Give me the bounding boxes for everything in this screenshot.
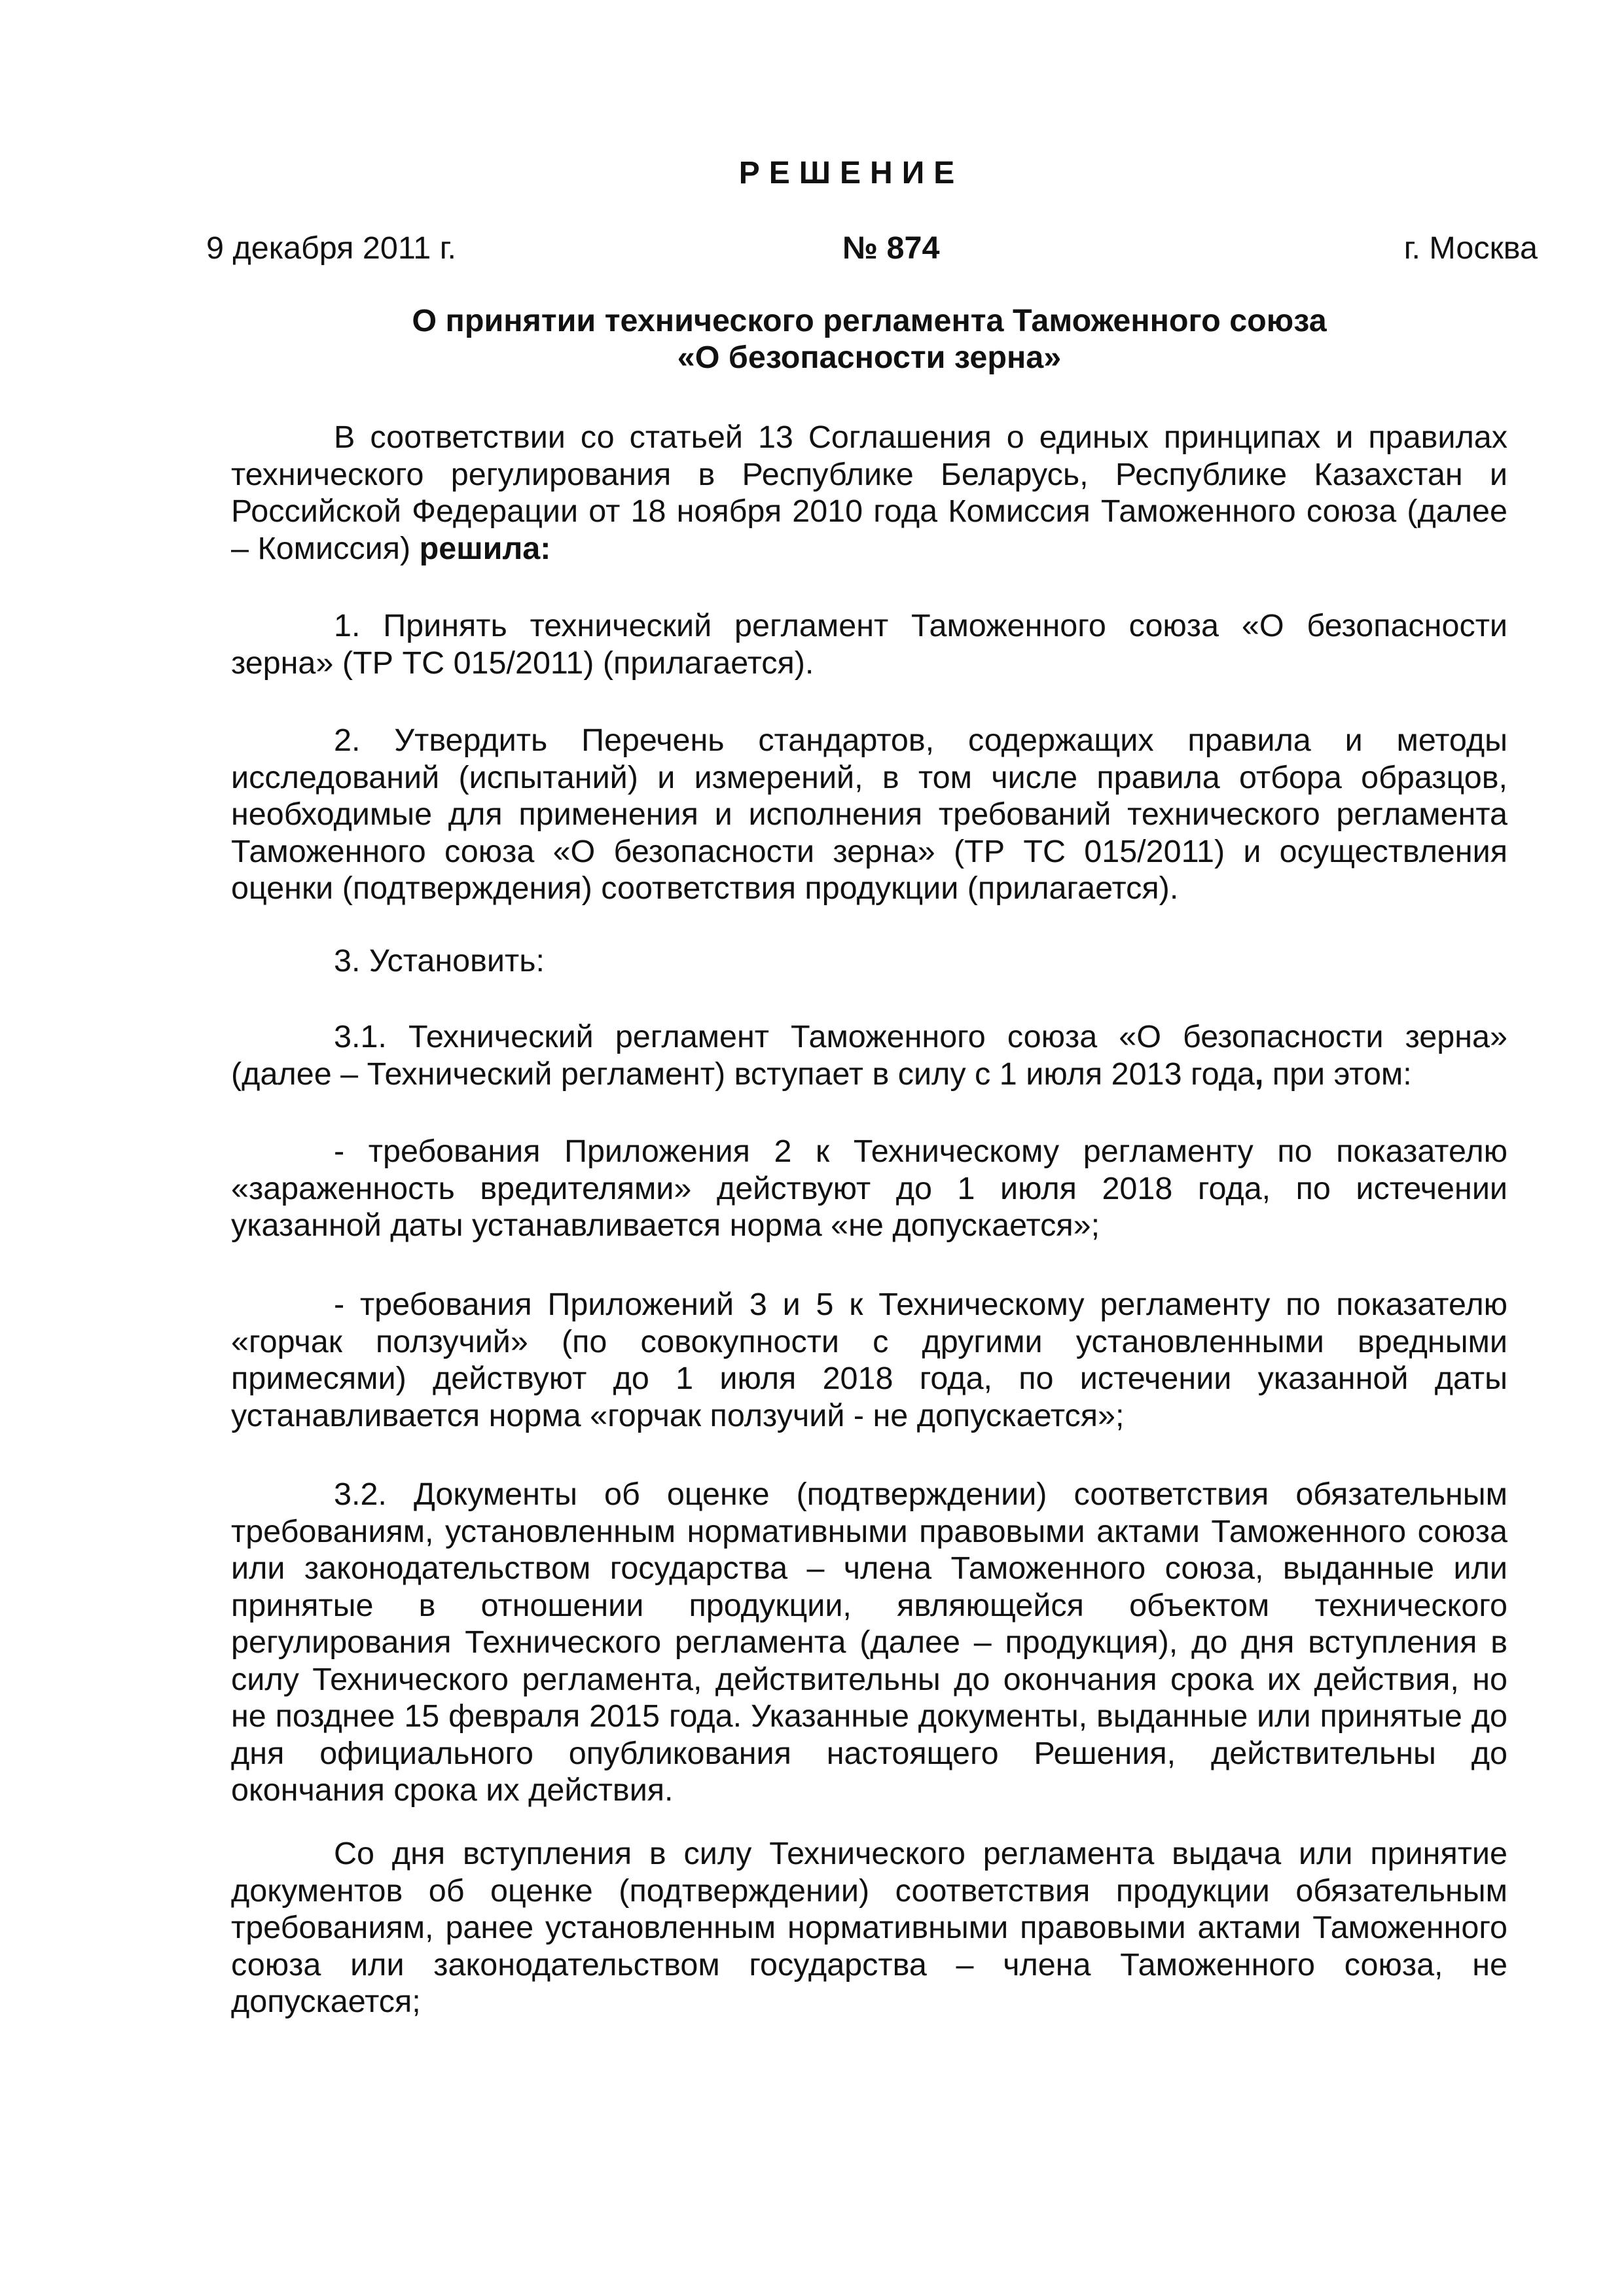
document-city: г. Москва <box>1403 230 1538 266</box>
document-date: 9 декабря 2011 г. <box>206 230 456 266</box>
document-subject <box>231 302 1507 376</box>
paragraph-item-3: 3. Установить: <box>334 943 545 978</box>
item-3-1-comma: , <box>1254 1056 1264 1092</box>
document-number: № 874 <box>842 230 940 266</box>
preamble-decision-word: решила: <box>419 530 551 566</box>
paragraph-item-2: 2. Утвердить Перечень стандартов, содержащих правила и методы исследований (испытаний) и измерений, в том числе правила отбора образцов, необходимые для применения и исполнения требований технического регламента Таможенного союза «О безопасности зерна» (ТР ТС 015/2011) и осуществления оценки (подтверждения) соответствия продукции (прилагается). <box>231 723 1507 906</box>
item-3-1-tail: при этом: <box>1263 1056 1412 1092</box>
preamble-text: В соответствии со статьей 13 Соглашения о единых принципах и правилах технического регулирования в Республике Беларусь, Республике Казахстан и Российской Федерации от 18 ноября 2010 года Комиссия Таможенного союза (далее – Комиссия) <box>231 420 1507 566</box>
paragraph-preamble <box>231 419 1507 567</box>
paragraph-item-1: 1. Принять технический регламент Таможенного союза «О безопасности зерна» (ТР ТС 015/2011) (прилагается). <box>231 608 1507 681</box>
subject-line-1: О принятии технического регламента Таможенного союза <box>412 303 1327 338</box>
paragraph-item-3-2: 3.2. Документы об оценке (подтверждении) соответствия обязательным требованиям, установленным нормативными правовыми актами Таможенного союза или законодательством государства – члена Таможенного союза, выданные или принятые в отношении продукции, являющейся объектом технического регулирования Технического регламента (далее – продукция), до дня вступления в силу Технического регламента, действительны до окончания срока их действия, но не позднее 15 февраля 2015 года. Указанные документы, выданные или принятые до дня официального опубликования настоящего Решения, действительны до окончания срока их действия. <box>231 1477 1507 1808</box>
paragraph-item-3-1 <box>231 1018 1507 1092</box>
document-header-row <box>0 228 1624 268</box>
document-title: РЕШЕНИЕ <box>738 156 964 190</box>
item-3-1-text: 3.1. Технический регламент Таможенного союза «О безопасности зерна» (далее – Технический регламент) вступает в силу с 1 июля 2013 года <box>231 1019 1507 1092</box>
paragraph-requirement-gorchak: - требования Приложений 3 и 5 к Техническому регламенту по показателю «горчак ползучий» (по совокупности с другими установленными вредными примесями) действуют до 1 июля 2018 года, по истечении указанной даты устанавливается норма «горчак ползучий - не допускается»; <box>231 1287 1507 1433</box>
paragraph-final: Со дня вступления в силу Технического регламента выдача или принятие документов об оценке (подтверждении) соответствия продукции обязательным требованиям, ранее установленным нормативными правовыми актами Таможенного союза или законодательством государства – члена Таможенного союза, не допускается; <box>231 1836 1507 2019</box>
paragraph-requirement-pests: - требования Приложения 2 к Техническому регламенту по показателю «зараженность вредителями» действуют до 1 июля 2018 года, по истечении указанной даты устанавливается норма «не допускается»; <box>231 1134 1507 1243</box>
subject-line-2: «О безопасности зерна» <box>677 340 1062 375</box>
